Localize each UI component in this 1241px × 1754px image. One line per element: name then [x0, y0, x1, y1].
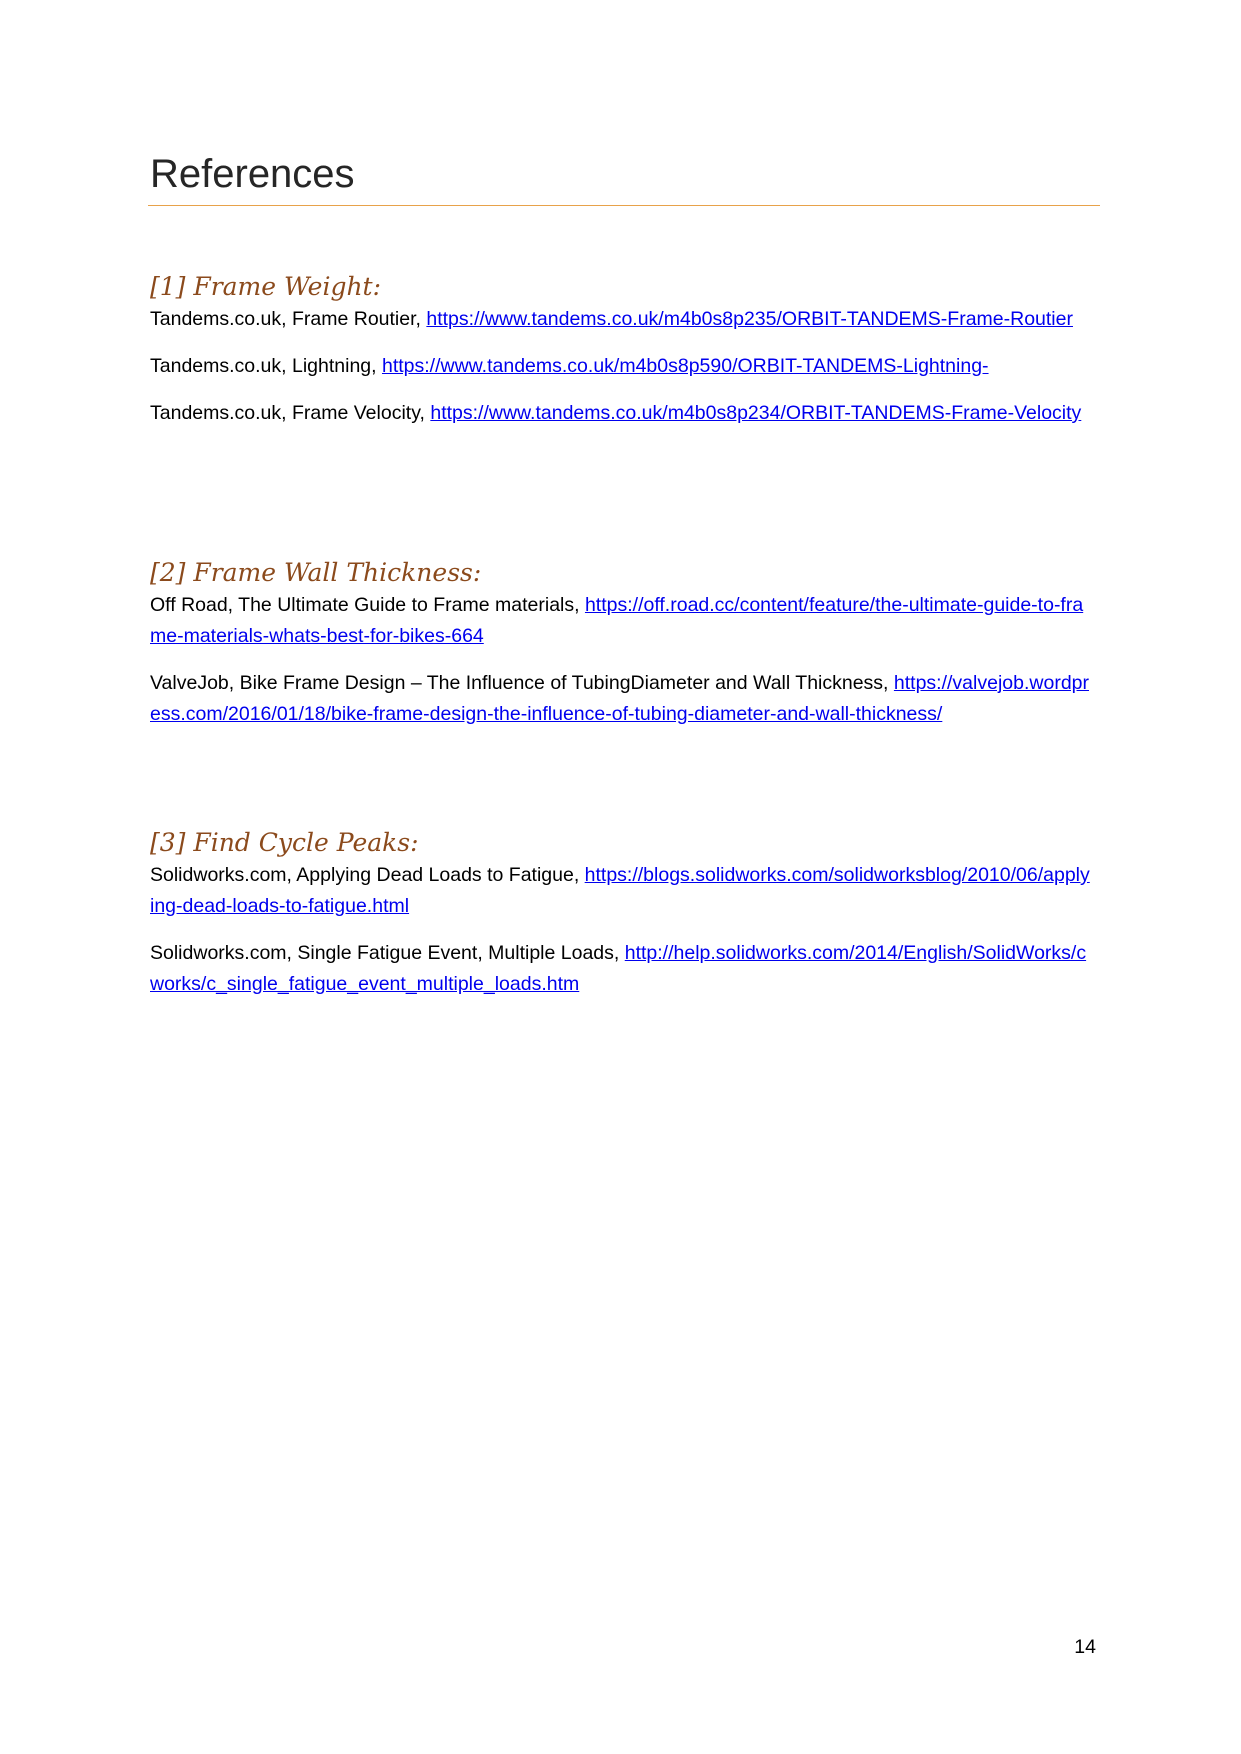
- reference-item: [150, 860, 1090, 922]
- reference-link[interactable]: https://www.tandems.co.uk/m4b0s8p234/ORBIT-TANDEMS-Frame-Velocity: [430, 402, 1082, 424]
- reference-link[interactable]: https://valvejob.wordpress.com/2016/01/18/bike-frame-design-the-influence-of-tubing-diameter-and-wall-thickness/: [150, 672, 1090, 725]
- section-heading: [3] Find Cycle Peaks:: [150, 828, 419, 857]
- reference-item: [150, 398, 1090, 429]
- reference-item: [150, 304, 1090, 335]
- reference-item: [150, 590, 1090, 652]
- reference-link[interactable]: https://off.road.cc/content/feature/the-ultimate-guide-to-frame-materials-whats-best-for-bikes-664: [150, 594, 1084, 647]
- reference-text: Tandems.co.uk, Lightning,: [150, 355, 382, 377]
- title-divider: [148, 205, 1100, 206]
- reference-text: Solidworks.com, Applying Dead Loads to Fatigue,: [150, 864, 585, 886]
- reference-text: Solidworks.com, Single Fatigue Event, Multiple Loads,: [150, 942, 625, 964]
- reference-link[interactable]: https://www.tandems.co.uk/m4b0s8p590/ORBIT-TANDEMS-Lightning-: [381, 355, 989, 377]
- section-heading: [2] Frame Wall Thickness:: [150, 558, 482, 587]
- reference-link[interactable]: http://help.solidworks.com/2014/English/SolidWorks/cworks/c_single_fatigue_event_multiple_loads.htm: [150, 942, 1087, 995]
- reference-item: [150, 351, 1090, 382]
- section-frame-wall-thickness: [150, 556, 1090, 746]
- reference-text: Tandems.co.uk, Frame Velocity,: [150, 402, 431, 424]
- reference-link[interactable]: https://blogs.solidworks.com/solidworksblog/2010/06/applying-dead-loads-to-fatigue.html: [150, 864, 1090, 917]
- reference-item: [150, 668, 1090, 730]
- section-heading: [1] Frame Weight:: [150, 272, 382, 301]
- reference-text: Off Road, The Ultimate Guide to Frame materials,: [150, 594, 585, 616]
- section-find-cycle-peaks: [150, 826, 1090, 1016]
- reference-item: [150, 938, 1090, 1000]
- reference-link[interactable]: https://www.tandems.co.uk/m4b0s8p235/ORBIT-TANDEMS-Frame-Routier: [426, 308, 1073, 330]
- reference-text: Tandems.co.uk, Frame Routier,: [150, 308, 427, 330]
- reference-text: ValveJob, Bike Frame Design – The Influence of TubingDiameter and Wall Thickness,: [150, 672, 894, 694]
- page-title: References: [150, 152, 355, 196]
- page-number: 14: [1074, 1636, 1096, 1658]
- section-frame-weight: [150, 270, 1090, 445]
